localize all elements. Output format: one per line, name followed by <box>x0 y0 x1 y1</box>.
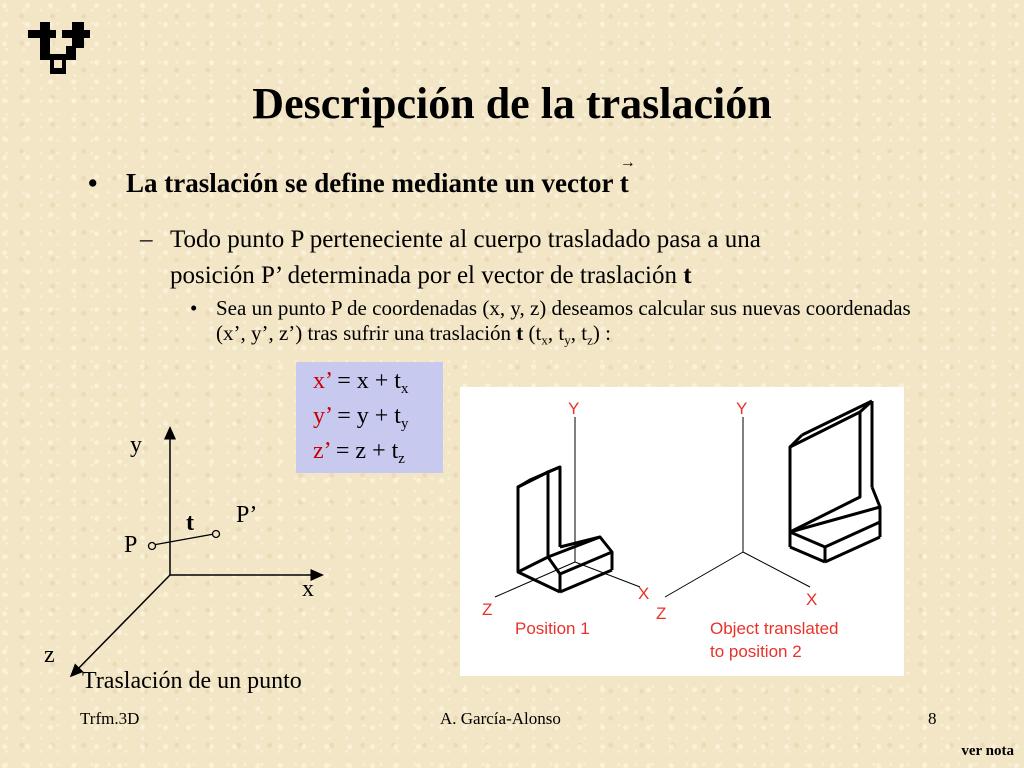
object-translation-drawing <box>460 387 904 676</box>
equation-x: x’ = $x + t_x$ <box>313 368 409 398</box>
translation-diagram <box>40 420 360 700</box>
caption-position-1: Position 1 <box>515 619 590 638</box>
bullet3-text: Sea un punto P de coordenadas (x, y, z) deseamos calcular sus nuevas coordenadas (x’, y’, z’) tras sufrir una traslación t ($t_x$, $t_y$, $t_z$) : <box>216 296 911 348</box>
point-p-prime <box>213 531 220 538</box>
dash-marker: – <box>140 226 153 253</box>
bullet2-line1: Todo punto P perteneciente al cuerpo trasladado pasa a una <box>170 226 761 253</box>
vector-t: → t <box>619 154 636 198</box>
label-t: t <box>186 510 194 536</box>
axis-x-label-1: X <box>638 584 650 603</box>
bullet-marker: • <box>190 296 198 320</box>
footer-center: A. García-Alonso <box>440 709 561 728</box>
object-translation-figure <box>460 387 904 676</box>
equation-z: z’ = $z + t_z$ <box>313 438 405 468</box>
diagram-caption: Traslación de un punto <box>82 668 302 694</box>
footer-left: Trfm.3D <box>80 709 140 728</box>
equation-y: y’ = $y + t_y$ <box>313 403 409 433</box>
slide-title: Descripción de la traslación <box>252 79 772 128</box>
bullet-marker: • <box>88 168 98 198</box>
label-p: P <box>124 532 138 558</box>
label-z: z <box>44 642 55 668</box>
university-logo <box>26 20 92 78</box>
z-axis <box>74 575 170 673</box>
vector-t-arrow <box>153 534 214 545</box>
axis-y-label-2: Y <box>736 399 748 418</box>
caption-position-2-line2: to position 2 <box>710 642 802 661</box>
bold-t: t <box>683 262 692 289</box>
axis-y-label-1: Y <box>568 399 580 418</box>
label-p-prime: P’ <box>236 502 258 528</box>
page-number: 8 <box>928 709 937 728</box>
caption-position-2-line1: Object translated <box>710 619 839 638</box>
axis-x-label-2: X <box>806 590 818 609</box>
label-y: y <box>130 432 142 458</box>
vector-arrow: → <box>619 154 636 171</box>
ver-nota-link[interactable]: ver nota <box>961 743 1014 759</box>
axis-z-label-1: Z <box>482 600 493 619</box>
label-x: x <box>302 576 314 602</box>
bullet-text: La traslación se define mediante un vector <box>126 168 613 198</box>
bullet2-line2: posición P’ determinada por el vector de traslación <box>170 262 677 289</box>
point-p <box>149 543 156 550</box>
axis-z-label-2: Z <box>656 604 667 623</box>
